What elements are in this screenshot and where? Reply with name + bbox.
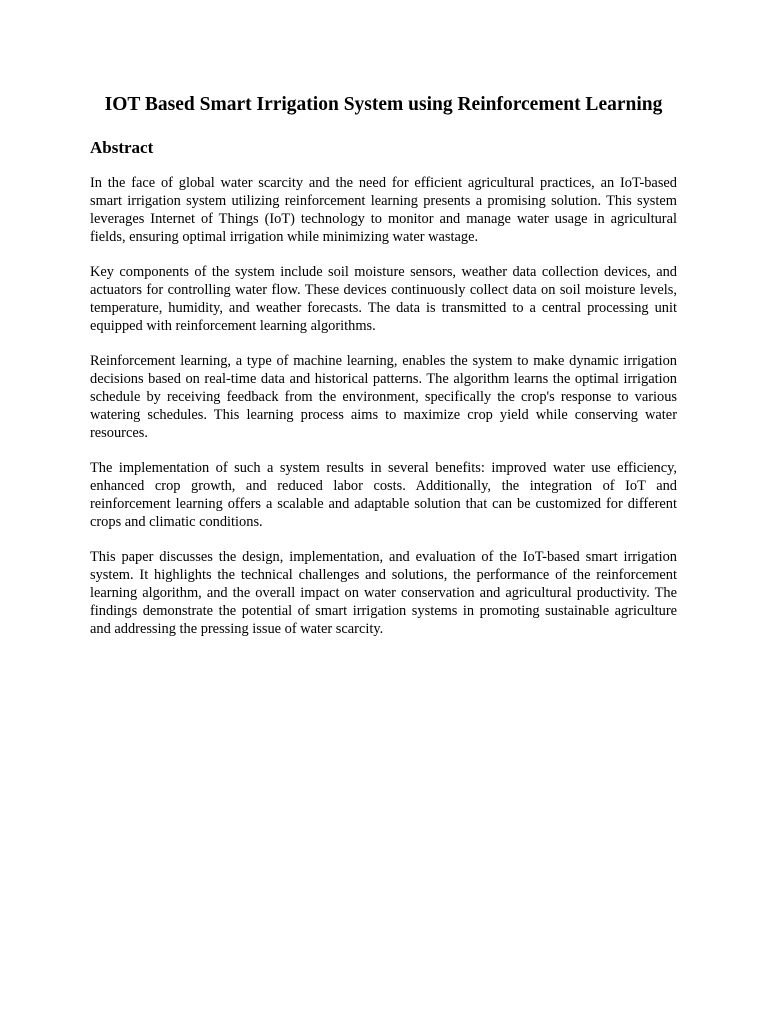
- abstract-paragraph-4: The implementation of such a system results in several benefits: improved water use efficiency, enhanced crop growth, and reduced labor costs. Additionally, the integration of IoT and reinforcement learning offers a scalable and adaptable solution that can be customized for different crops and climatic conditions.: [90, 460, 677, 530]
- abstract-paragraph-3: Reinforcement learning, a type of machine learning, enables the system to make dynamic irrigation decisions based on real-time data and historical patterns. The algorithm learns the optimal irrigation schedule by receiving feedback from the environment, specifically the crop's response to various watering schedules. This learning process aims to maximize crop yield while conserving water resources.: [90, 353, 677, 441]
- abstract-paragraph-2: Key components of the system include soil moisture sensors, weather data collection devices, and actuators for controlling water flow. These devices continuously collect data on soil moisture levels, temperature, humidity, and weather forecasts. The data is transmitted to a central processing unit equipped with reinforcement learning algorithms.: [90, 264, 677, 334]
- document-page: [90, 92, 677, 639]
- abstract-paragraph-5: This paper discusses the design, implementation, and evaluation of the IoT-based smart irrigation system. It highlights the technical challenges and solutions, the performance of the reinforcement learning algorithm, and the overall impact on water conservation and agricultural productivity. The findings demonstrate the potential of smart irrigation systems in promoting sustainable agriculture and addressing the pressing issue of water scarcity.: [90, 549, 677, 638]
- abstract-heading: Abstract: [90, 138, 154, 157]
- document-title: IOT Based Smart Irrigation System using Reinforcement Learning: [104, 94, 663, 115]
- abstract-paragraph-1: In the face of global water scarcity and the need for efficient agricultural practices, an IoT-based smart irrigation system utilizing reinforcement learning presents a promising solution. This system leverages Internet of Things (IoT) technology to monitor and manage water usage in agricultural fields, ensuring optimal irrigation while minimizing water wastage.: [90, 175, 677, 245]
